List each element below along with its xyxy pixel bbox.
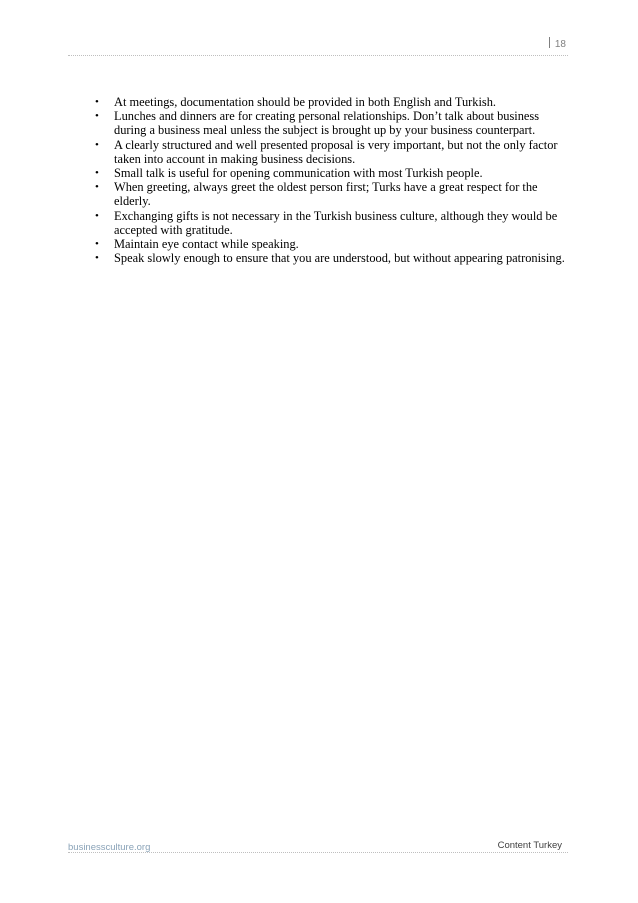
page-number-text: 18 [554, 39, 566, 50]
bullet-icon: • [95, 209, 99, 222]
header-divider [549, 37, 550, 48]
bullet-icon: • [95, 167, 99, 180]
page-content [90, 95, 570, 265]
list-item-text: Small talk is useful for opening communication with most Turkish people. [114, 166, 483, 181]
page-footer [68, 840, 568, 853]
list-item-text: A clearly structured and well presented proposal is very important, but not the only factor taken into account in making business decisions. [114, 137, 558, 166]
bullet-icon: • [95, 96, 99, 108]
bullet-list [90, 95, 570, 265]
list-item [90, 166, 570, 180]
page-number [549, 37, 566, 50]
footer-website: businessculture.org [68, 842, 151, 853]
page-header [68, 37, 568, 56]
bullet-icon: • [95, 181, 99, 194]
list-item [90, 95, 570, 109]
list-item-text: Maintain eye contact while speaking. [114, 237, 299, 252]
footer-section-title: Content Turkey [497, 840, 562, 851]
bullet-icon: • [95, 238, 99, 251]
list-item [90, 237, 570, 251]
bullet-icon: • [95, 252, 99, 265]
list-item [90, 109, 570, 137]
list-item-text: Exchanging gifts is not necessary in the Turkish business culture, although they would be accepted with gratitude. [114, 208, 558, 237]
list-item-text: When greeting, always greet the oldest person first; Turks have a great respect for the elderly. [114, 180, 538, 209]
list-item-text: Speak slowly enough to ensure that you are understood, but without appearing patronising. [114, 251, 565, 266]
bullet-icon: • [95, 110, 99, 123]
list-item [90, 251, 570, 265]
list-item [90, 209, 570, 237]
list-item-text: At meetings, documentation should be provided in both English and Turkish. [114, 95, 497, 109]
bullet-icon: • [95, 138, 99, 151]
list-item [90, 138, 570, 166]
list-item [90, 180, 570, 208]
list-item-text: Lunches and dinners are for creating personal relationships. Don’t talk about business during a business meal unless the subject is brought up by your business counterpart. [114, 109, 540, 138]
